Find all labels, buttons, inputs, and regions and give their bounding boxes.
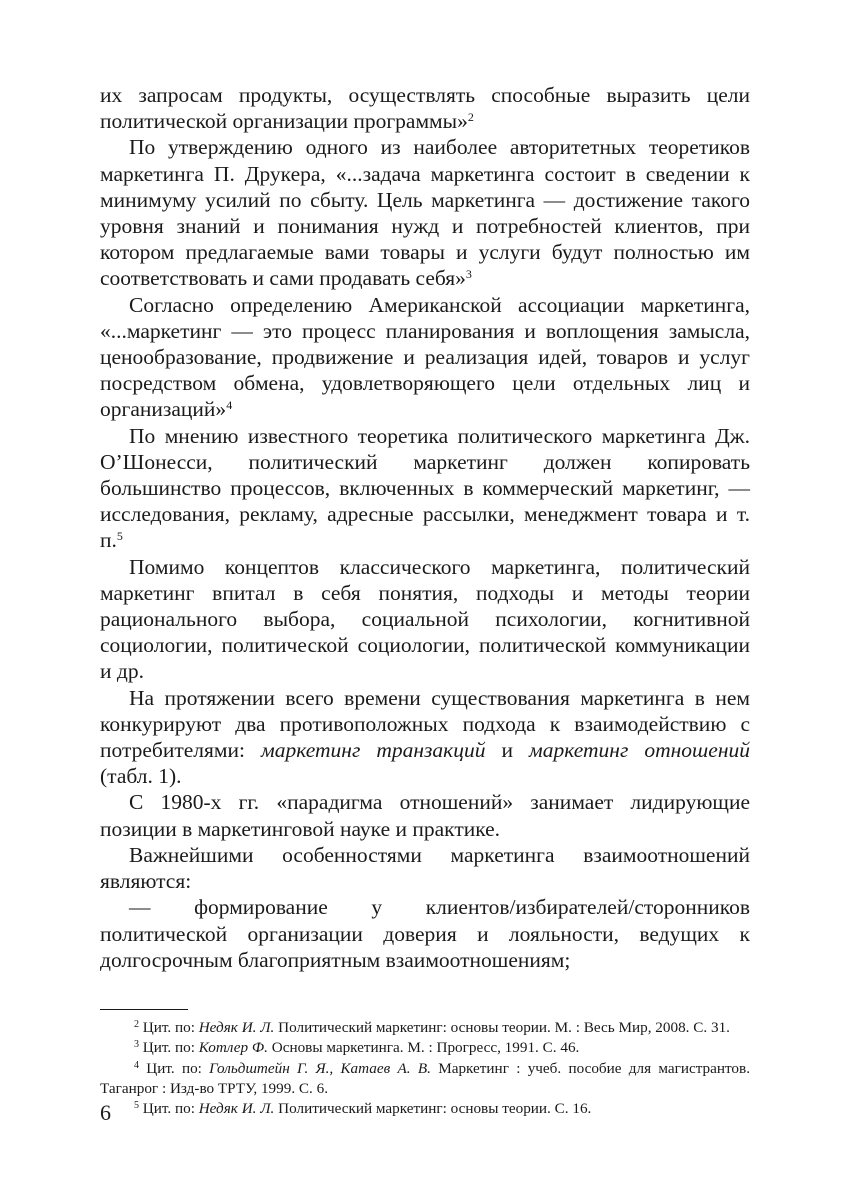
paragraph-9: — формирование у клиентов/избирателей/сторонников политической организации доверия и лояльности, ведущих к долгосрочным благоприятным взаимоотношениям; (100, 895, 750, 972)
page-body (100, 82, 750, 1119)
term-transaction-marketing: маркетинг транзакций (261, 738, 486, 763)
footnote-3: $^3$ Цит. по: Котлер Ф. Основы маркетинга. М. : Прогресс, 1991. С. 46. (134, 1039, 580, 1057)
term-relationship-marketing: маркетинг отношений (529, 738, 750, 763)
paragraph-4: По мнению известного теоретика политического маркетинга Дж. О’Шонесси, политический маркетинг должен копировать большинство процессов, включенных в коммерческий маркетинг, — исследования, рекламу, адресные рассылки, менеджмент товара и т. п.$^5$ (100, 423, 750, 553)
footnote-5: $^5$ Цит. по: Недяк И. Л. Политический маркетинг: основы теории. С. 16. (134, 1100, 592, 1118)
footnote-4: $^4$ Цит. по: Гольдштейн Г. Я., Катаев А. В. Маркетинг : учеб. пособие для магистрантов. Таганрог : Изд-во ТРТУ, 1999. С. 6. (100, 1059, 750, 1097)
paragraph-6: На протяжении всего времени существования маркетинга в нем конкурируют два противоположных подхода к взаимодействию с потребителями: маркетинг транзакций и маркетинг отношений (табл. 1). (100, 685, 750, 789)
paragraph-1: их запросам продукты, осуществлять способные выразить цели политической организации программы»$^2$ (100, 83, 750, 134)
paragraph-5: Помимо концептов классического маркетинга, политический маркетинг впитал в себя понятия, подходы и методы теории рационального выбора, социальной психологии, когнитивной социологии, политической социологии, политической коммуникации и др. (100, 554, 750, 684)
footnote-2: $^2$ Цит. по: Недяк И. Л. Политический маркетинг: основы теории. М. : Весь Мир, 2008. С. 31. (134, 1018, 730, 1036)
paragraph-7: С 1980-х гг. «парадигма отношений» занимает лидирующие позиции в маркетинговой науке и практике. (100, 790, 750, 841)
page-number: 6 (100, 1100, 111, 1125)
paragraph-2: По утверждению одного из наиболее авторитетных теоретиков маркетинга П. Друкера, «...задача маркетинга состоит в сведении к минимуму усилий по сбыту. Цель маркетинга — достижение такого уровня знаний и понимания нужд и потребностей клиентов, при котором предлагаемые вами товары и услуги будут полностью им соответствовать и сами продавать себя»$^3$ (100, 135, 750, 291)
footnote-ref-3[interactable]: 3 (465, 267, 472, 282)
paragraph-8: Важнейшими особенностями маркетинга взаимоотношений являются: (100, 842, 750, 894)
footnote-ref-5[interactable]: 5 (116, 529, 123, 544)
footnote-ref-4[interactable]: 4 (226, 398, 233, 413)
paragraph-3: Согласно определению Американской ассоциации маркетинга, «...маркетинг — это процесс планирования и воплощения замысла, ценообразование, продвижение и реализация идей, товаров и услуг посредством обмена, удовлетворяющего цели отдельных лиц и организаций»$^4$ (100, 292, 750, 422)
footnote-separator (100, 1009, 188, 1010)
footnote-ref-2[interactable]: 2 (467, 110, 474, 125)
